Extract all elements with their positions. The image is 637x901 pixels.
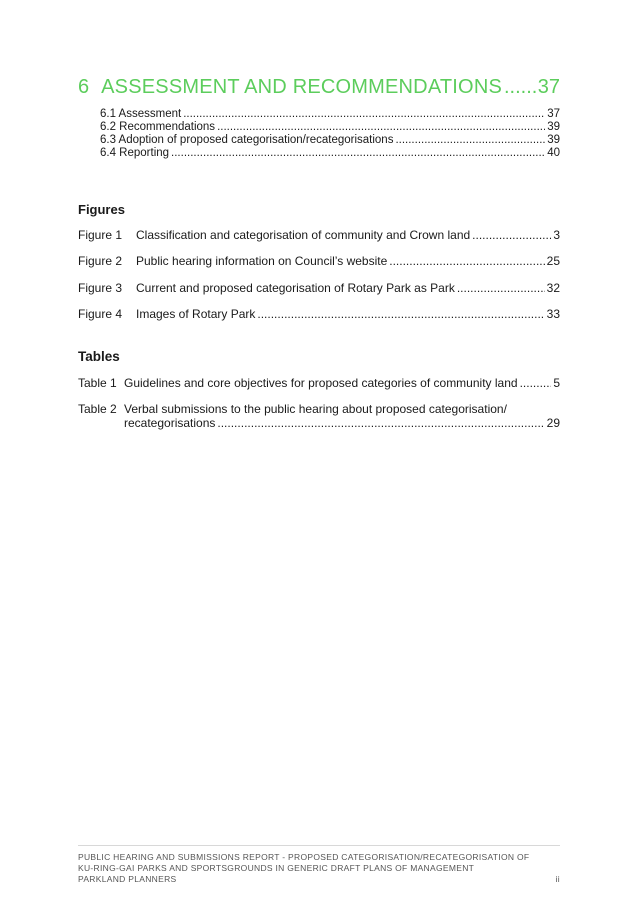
figure-title: Classification and categorisation of community and Crown land (136, 228, 471, 242)
figure-page: 33 (546, 307, 560, 322)
dot-leader (457, 281, 545, 295)
toc-entry-label: 6.3 Adoption of proposed categorisation/recategorisations (100, 134, 394, 146)
dot-leader (217, 121, 545, 134)
figure-list (78, 228, 560, 334)
section-title: ASSESSMENT AND RECOMMENDATIONS (101, 76, 502, 98)
dot-leader (183, 108, 545, 121)
footer-divider (78, 845, 560, 846)
tables-heading: Tables (78, 349, 120, 364)
figure-page: 3 (553, 228, 560, 242)
dot-leader (395, 134, 545, 147)
toc-entry-6-4[interactable] (100, 147, 560, 160)
figure-page: 25 (546, 254, 560, 269)
footer-page-number: ii (555, 874, 560, 884)
table-title-line-1: Verbal submissions to the public hearing about proposed categorisation/ (124, 402, 507, 417)
dot-leader (504, 76, 536, 99)
toc-entry-label: 6.1 Assessment (100, 108, 182, 120)
toc-entry-page: 39 (547, 121, 560, 133)
dot-leader (217, 416, 544, 430)
toc-entry-page: 40 (547, 147, 560, 159)
section-page-number: 37 (537, 76, 560, 98)
subsection-list (100, 108, 560, 160)
table-list (78, 376, 560, 430)
toc-entry-6-3[interactable] (100, 134, 560, 147)
dot-leader (171, 147, 545, 160)
figure-title: Public hearing information on Council’s website (136, 254, 388, 269)
table-page: 5 (553, 376, 560, 390)
figure-title: Images of Rotary Park (136, 307, 256, 322)
toc-entry-page: 37 (547, 108, 560, 120)
table-entry-1[interactable] (78, 376, 560, 402)
dot-leader (472, 228, 551, 242)
page-footer (78, 852, 560, 885)
section-number: 6 (78, 76, 90, 98)
dot-leader (520, 376, 552, 390)
toc-entry-page: 39 (547, 134, 560, 146)
footer-line-3: PARKLAND PLANNERS (78, 874, 177, 884)
figure-entry-4[interactable] (78, 307, 560, 333)
figures-heading: Figures (78, 202, 125, 217)
table-label: Table 1 (78, 376, 117, 390)
figure-label: Figure 2 (78, 254, 123, 269)
figure-label: Figure 3 (78, 280, 123, 295)
figure-title: Current and proposed categorisation of Rotary Park as Park (136, 280, 455, 295)
figure-entry-3[interactable] (78, 281, 560, 307)
dot-leader (389, 254, 544, 268)
figure-page: 32 (546, 280, 560, 295)
figure-entry-1[interactable] (78, 228, 560, 254)
figure-label: Figure 1 (78, 228, 123, 242)
footer-line-1: PUBLIC HEARING AND SUBMISSIONS REPORT - PROPOSED CATEGORISATION/RECATEGORISATION OF (78, 852, 530, 862)
toc-entry-6-1[interactable] (100, 108, 560, 121)
dot-leader (257, 307, 544, 321)
table-page: 29 (546, 416, 560, 431)
footer-line-2: KU-RING-GAI PARKS AND SPORTSGROUNDS IN GENERIC DRAFT PLANS OF MANAGEMENT (78, 863, 475, 873)
toc-entry-label: 6.4 Reporting (100, 147, 170, 159)
table-label: Table 2 (78, 402, 117, 417)
figure-label: Figure 4 (78, 307, 123, 322)
toc-section-6[interactable] (78, 76, 560, 99)
toc-entry-label: 6.2 Recommendations (100, 121, 216, 133)
table-title-line-2: recategorisations (124, 416, 216, 431)
table-entry-2[interactable] (78, 402, 560, 430)
figure-entry-2[interactable] (78, 254, 560, 280)
table-title: Guidelines and core objectives for proposed categories of community land (124, 376, 518, 390)
toc-entry-6-2[interactable] (100, 121, 560, 134)
